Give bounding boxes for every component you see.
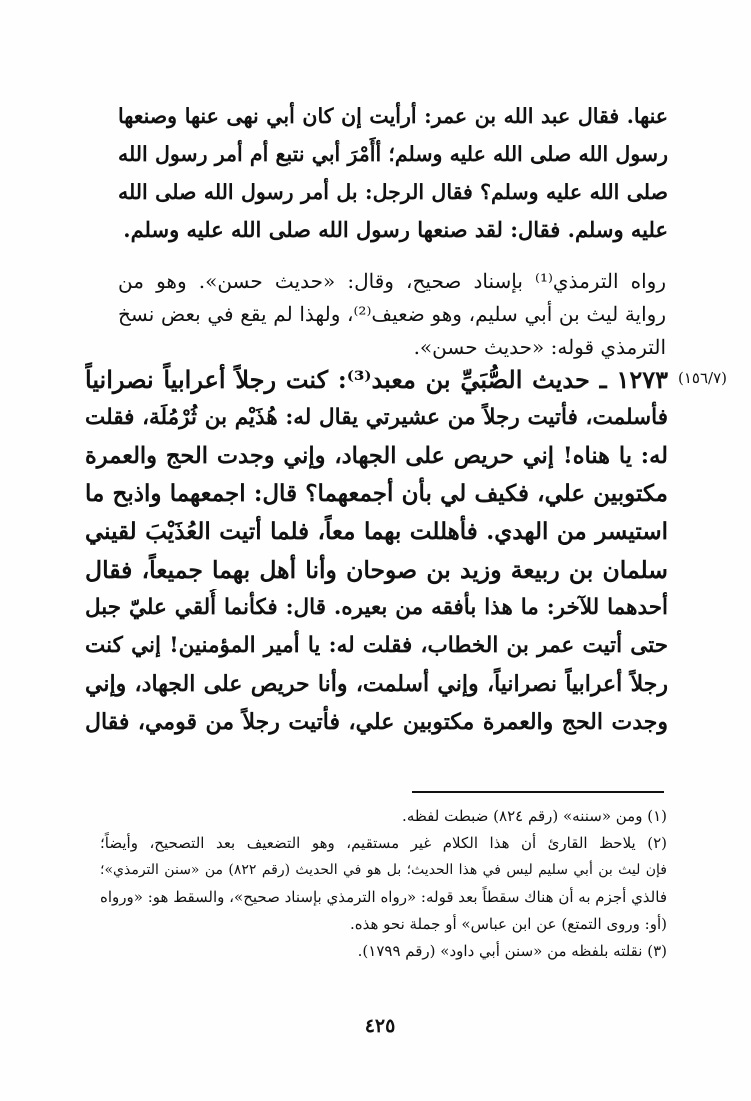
text-line: عليه وسلم. فقال: لقد صنعها رسول الله صلى الله عليه وسلم. — [123, 217, 668, 242]
text-line: سلمان بن ربيعة وزيد بن صوحان وأنا أهل بهما جميعاً، فقال — [85, 556, 668, 584]
hadith-1273 — [85, 361, 668, 741]
text-line: وجدت الحج والعمرة مكتوبين علي، فأتيت رجلاً من قومي، فقال — [85, 709, 668, 735]
footnote-2-continued: فالذي أجزم به أن هناك سقطاً بعد قوله: «رواه الترمذي بإسناد صحيح»، والسقط هو: «ورواه — [100, 888, 667, 906]
text-line: مكتوبين علي، فكيف لي بأن أجمعهما؟ قال: اجمعهما واذبح ما — [85, 480, 668, 507]
hadith-continuation — [118, 97, 668, 249]
text-line: فأسلمت، فأتيت رجلاً من عشيرتي يقال له: هُذَيْم بن ثُرْمُلَة، فقلت — [85, 405, 668, 430]
text-line: صلى الله عليه وسلم؟ فقال الرجل: بل أمر رسول الله صلى الله — [118, 180, 668, 204]
narration-note — [118, 265, 666, 364]
text-line: حتى أتيت عمر بن الخطاب، فقلت له: يا أمير المؤمنين! إني كنت — [85, 633, 668, 658]
text-line: رجلاً أعرابياً نصرانياً، وإني أسلمت، وأنا حريص على الجهاد، وإني — [85, 671, 668, 697]
margin-reference: (١٥٦/٧) — [678, 369, 727, 387]
text-line: له: يا هناه! إني حريص على الجهاد، وإني وجدت الحج والعمرة — [85, 443, 668, 469]
footnote-2-continued: (أو: وروى التمتع) عن ابن عباس» أو جملة نحو هذه. — [349, 915, 667, 933]
text-line: أحدهما للآخر: ما هذا بأفقه من بعيره. قال: فكأنما أُلقي عليّ جبل — [85, 595, 668, 620]
footnote-2-continued: فإن ليث بن أبي سليم ليس في هذا الحديث؛ بل هو في الحديث (رقم ٨٢٢) من «سنن الترمذي»؛ — [100, 862, 667, 878]
footnote-2: (٢) يلاحظ القارئ أن هذا الكلام غير مستقيم، وهو التضعيف بعد التصحيح، وأيضاً؛ — [100, 834, 667, 852]
text-line: رسول الله صلى الله عليه وسلم؛ أأَمْرَ أبي نتبع أم أمر رسول الله — [118, 142, 668, 166]
footnote-3: (٣) نقلته بلفظه من «سنن أبي داود» (رقم ١٧٩٩). — [357, 942, 667, 960]
text-line: رواية ليث بن أبي سليم، وهو ضعيف⁽²⁾، ولهذا لم يقع في بعض نسخ — [118, 302, 666, 326]
text-line: الترمذي قوله: «حديث حسن». — [413, 335, 666, 359]
text-line: رواه الترمذي⁽¹⁾ بإسناد صحيح، وقال: «حديث حسن». وهو من — [118, 269, 666, 293]
footnote-1: (١) ومن «سننه» (رقم ٨٢٤) ضبطت لفظه. — [402, 807, 667, 825]
page-number: ٤٢٥ — [364, 1015, 396, 1037]
text-line: عنها. فقال عبد الله بن عمر: أرأيت إن كان أبي نهى عنها وصنعها — [118, 104, 668, 128]
text-line: استيسر من الهدي. فأهللت بهما معاً، فلما أتيت العُذَيْبَ لقيني — [85, 518, 668, 545]
text-line: ١٢٧٣ ـ حديث الصُّبَيِّ بن معبد⁽³⁾: كنت رجلاً أعرابياً نصرانياً — [85, 365, 668, 394]
footnotes — [100, 803, 667, 965]
footnote-separator — [412, 791, 664, 793]
